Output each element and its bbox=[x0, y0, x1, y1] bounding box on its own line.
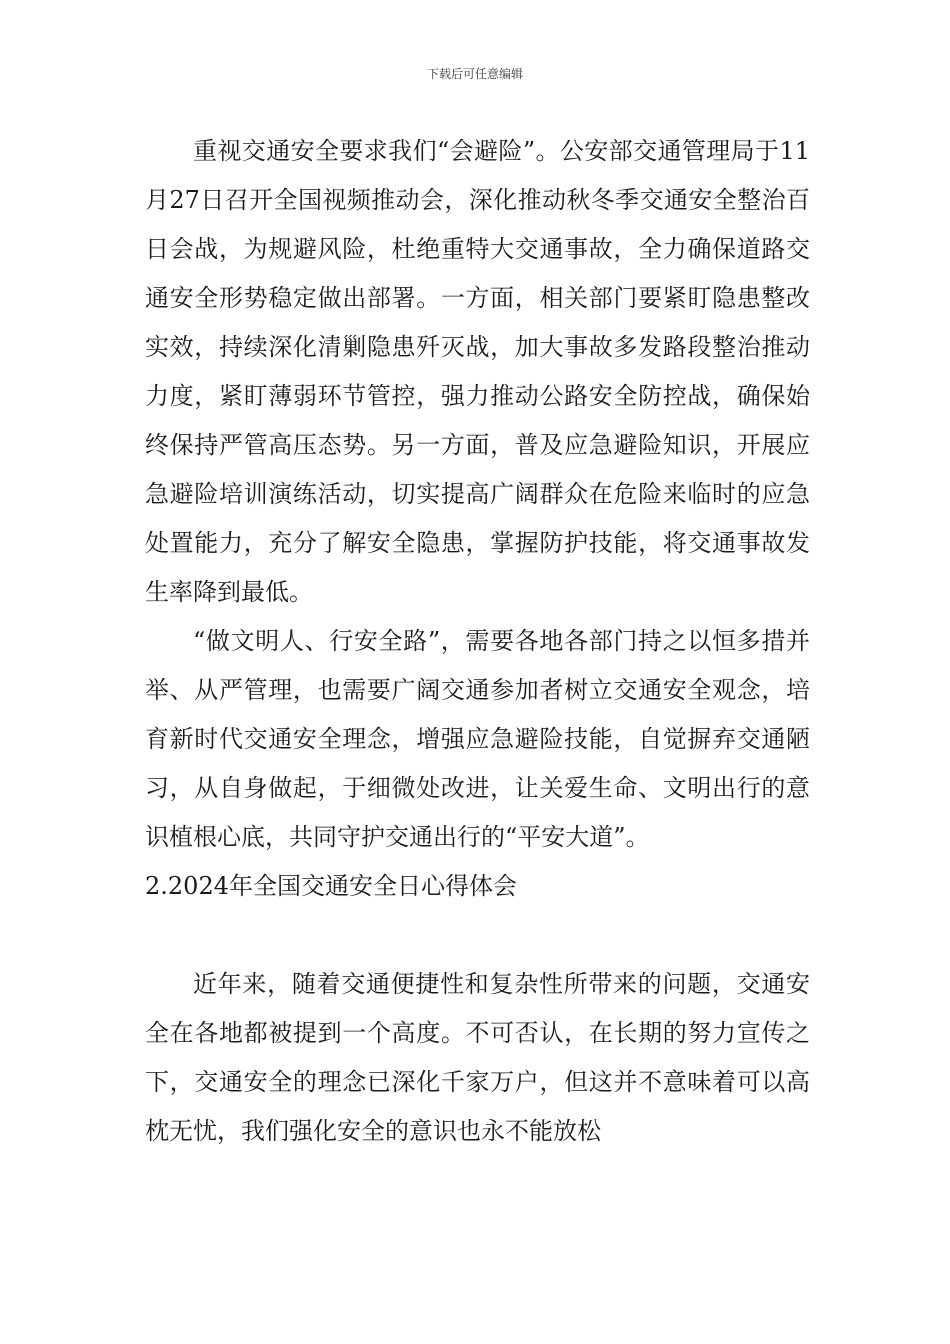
document-body bbox=[145, 127, 810, 1156]
paragraph-section-intro: 近年来，随着交通便捷性和复杂性所带来的问题，交通安全在各地都被提到一个高度。不可否认，在长期的努力宣传之下，交通安全的理念已深化千家万户，但这并不意味着可以高枕无忧，我们强化安全的意识也永不能放松 bbox=[145, 970, 810, 1145]
section-spacer bbox=[145, 911, 810, 960]
section-heading: 2.2024年全国交通安全日心得体会 bbox=[145, 872, 517, 900]
page-header: 下载后可任意编辑 bbox=[426, 67, 523, 81]
paragraph-avoid-risk: 重视交通安全要求我们“会避险”。公安部交通管理局于11月27日召开全国视频推动会，深化推动秋冬季交通安全整治百日会战，为规避风险，杜绝重特大交通事故，全力确保道路交通安全形势稳定做出部署。一方面，相关部门要紧盯隐患整改实效，持续深化清剿隐患歼灭战，加大事故多发路段整治推动力度，紧盯薄弱环节管控，强力推动公路安全防控战，确保始终保持严管高压态势。另一方面，普及应急避险知识，开展应急避险培训演练活动，切实提高广阔群众在危险来临时的应急处置能力，充分了解安全隐患，掌握防护技能，将交通事故发生率降到最低。 bbox=[145, 137, 810, 606]
paragraph-civilized-travel: “做文明人、行安全路”，需要各地各部门持之以恒多措并举、从严管理，也需要广阔交通参加者树立交通安全观念，培育新时代交通安全理念，增强应急避险技能，自觉摒弃交通陋习，从自身做起，于细微处改进，让关爱生命、文明出行的意识植根心底，共同守护交通出行的“平安大道”。 bbox=[145, 627, 810, 851]
